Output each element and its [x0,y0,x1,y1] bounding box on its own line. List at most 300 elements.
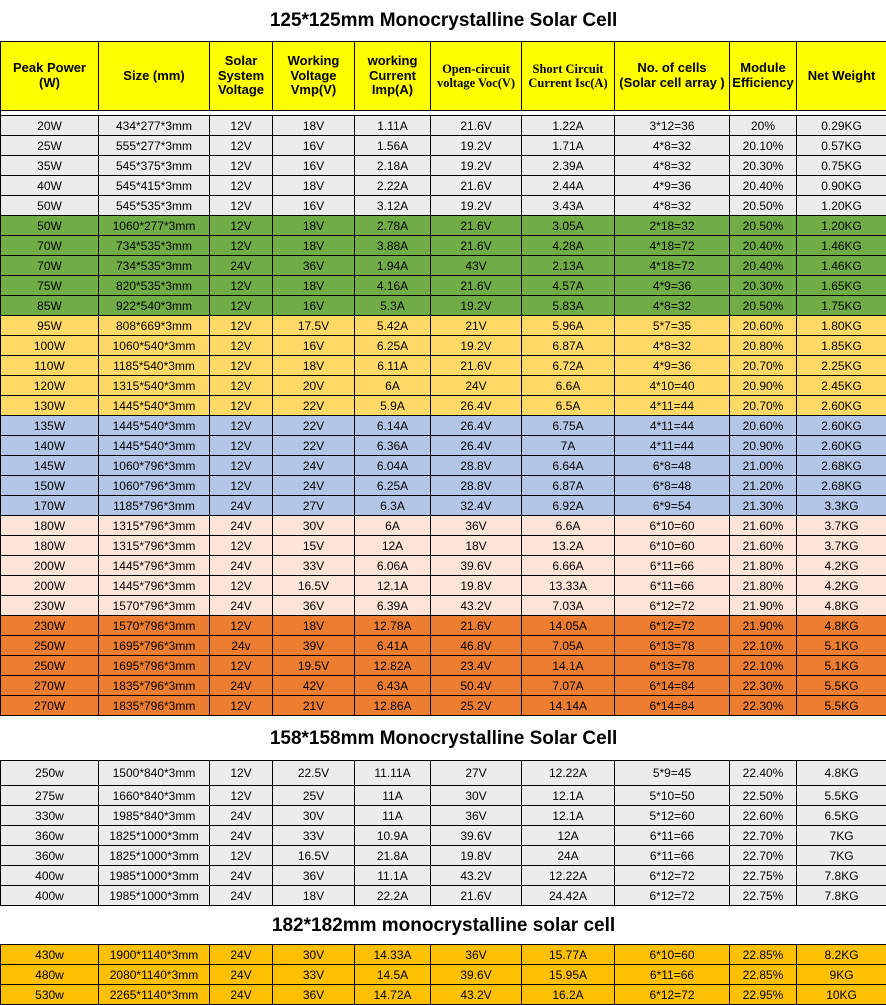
cell-size: 2080*1140*3mm [99,965,210,985]
cell-peak-power: 275w [1,786,99,806]
section-title-158: 158*158mm Monocrystalline Solar Cell [1,716,886,761]
table-row [1,356,886,376]
cell-size: 1060*796*3mm [99,476,210,496]
table-row [1,965,886,985]
cell-short-circuit-current: 13.33A [522,576,615,596]
cell-efficiency: 21.00% [730,456,797,476]
cell-system-voltage: 12V [210,456,273,476]
cell-working-current: 6.14A [355,416,431,436]
cell-open-circuit-voltage: 43.2V [431,985,522,1005]
cell-efficiency: 21.80% [730,576,797,596]
cell-peak-power: 250w [1,761,99,786]
table-row [1,636,886,656]
cell-short-circuit-current: 7A [522,436,615,456]
cell-efficiency: 21.60% [730,536,797,556]
cell-system-voltage: 12V [210,616,273,636]
cell-efficiency: 21.20% [730,476,797,496]
cell-size: 1060*540*3mm [99,336,210,356]
cell-working-current: 6.39A [355,596,431,616]
cell-cells: 4*11=44 [615,436,730,456]
cell-working-voltage: 16.5V [273,846,355,866]
table-row [1,316,886,336]
cell-cells: 4*10=40 [615,376,730,396]
cell-working-current: 2.18A [355,156,431,176]
header-open-circuit-voltage: Open-circuit voltage Voc(V) [431,42,522,111]
cell-cells: 6*13=78 [615,636,730,656]
cell-size: 1185*796*3mm [99,496,210,516]
table-row [1,116,886,136]
cell-net-weight: 10KG [797,985,886,1005]
cell-peak-power: 120W [1,376,99,396]
cell-short-circuit-current: 4.28A [522,236,615,256]
cell-working-current: 11.11A [355,761,431,786]
cell-system-voltage: 12V [210,396,273,416]
cell-peak-power: 35W [1,156,99,176]
cell-system-voltage: 24V [210,676,273,696]
cell-working-voltage: 30V [273,516,355,536]
cell-efficiency: 22.85% [730,945,797,965]
cell-short-circuit-current: 7.03A [522,596,615,616]
cell-working-voltage: 18V [273,216,355,236]
cell-net-weight: 0.29KG [797,116,886,136]
cell-net-weight: 2.60KG [797,396,886,416]
table-row [1,536,886,556]
cell-open-circuit-voltage: 21.6V [431,236,522,256]
cell-short-circuit-current: 12.1A [522,806,615,826]
cell-size: 1695*796*3mm [99,636,210,656]
cell-peak-power: 135W [1,416,99,436]
cell-working-current: 5.3A [355,296,431,316]
cell-net-weight: 2.25KG [797,356,886,376]
cell-peak-power: 40W [1,176,99,196]
cell-system-voltage: 12V [210,316,273,336]
header-working-voltage: Working Voltage Vmp(V) [273,42,355,111]
cell-peak-power: 75W [1,276,99,296]
cell-size: 1445*540*3mm [99,436,210,456]
cell-open-circuit-voltage: 23.4V [431,656,522,676]
cell-system-voltage: 24V [210,866,273,886]
cell-working-current: 11A [355,806,431,826]
cell-peak-power: 250W [1,656,99,676]
cell-short-circuit-current: 2.44A [522,176,615,196]
cell-short-circuit-current: 12A [522,826,615,846]
cell-peak-power: 95W [1,316,99,336]
cell-open-circuit-voltage: 43.2V [431,866,522,886]
table-row [1,156,886,176]
cell-working-current: 6.3A [355,496,431,516]
cell-cells: 6*12=72 [615,596,730,616]
cell-open-circuit-voltage: 21.6V [431,116,522,136]
cell-open-circuit-voltage: 19.8V [431,846,522,866]
cell-short-circuit-current: 15.77A [522,945,615,965]
cell-net-weight: 0.57KG [797,136,886,156]
cell-size: 1500*840*3mm [99,761,210,786]
table-row [1,576,886,596]
cell-working-current: 6.11A [355,356,431,376]
cell-cells: 6*9=54 [615,496,730,516]
cell-efficiency: 22.85% [730,965,797,985]
cell-working-voltage: 16.5V [273,576,355,596]
cell-system-voltage: 24V [210,516,273,536]
cell-system-voltage: 24V [210,945,273,965]
cell-cells: 4*18=72 [615,236,730,256]
cell-net-weight: 5.5KG [797,696,886,716]
cell-open-circuit-voltage: 21.6V [431,216,522,236]
cell-short-circuit-current: 2.39A [522,156,615,176]
cell-peak-power: 330w [1,806,99,826]
cell-efficiency: 20.40% [730,256,797,276]
cell-peak-power: 230W [1,596,99,616]
cell-peak-power: 110W [1,356,99,376]
cell-efficiency: 22.10% [730,636,797,656]
cell-net-weight: 1.20KG [797,196,886,216]
cell-working-voltage: 39V [273,636,355,656]
cell-system-voltage: 24v [210,636,273,656]
cell-working-voltage: 22V [273,436,355,456]
cell-open-circuit-voltage: 19.8V [431,576,522,596]
cell-cells: 6*10=60 [615,536,730,556]
cell-working-voltage: 33V [273,556,355,576]
cell-working-current: 6.25A [355,336,431,356]
cell-short-circuit-current: 12.1A [522,786,615,806]
cell-efficiency: 20.60% [730,316,797,336]
cell-net-weight: 0.90KG [797,176,886,196]
table-row [1,136,886,156]
cell-working-current: 14.5A [355,965,431,985]
cell-open-circuit-voltage: 26.4V [431,396,522,416]
cell-system-voltage: 12V [210,296,273,316]
cell-open-circuit-voltage: 24V [431,376,522,396]
cell-working-voltage: 16V [273,296,355,316]
table-row [1,516,886,536]
cell-open-circuit-voltage: 30V [431,786,522,806]
cell-net-weight: 7KG [797,826,886,846]
cell-working-current: 14.72A [355,985,431,1005]
cell-working-current: 11A [355,786,431,806]
cell-size: 1660*840*3mm [99,786,210,806]
cell-open-circuit-voltage: 19.2V [431,156,522,176]
cell-open-circuit-voltage: 36V [431,806,522,826]
cell-size: 1985*1000*3mm [99,866,210,886]
cell-open-circuit-voltage: 32.4V [431,496,522,516]
cell-peak-power: 230W [1,616,99,636]
table-row [1,886,886,906]
cell-working-current: 3.88A [355,236,431,256]
cell-cells: 5*9=45 [615,761,730,786]
cell-peak-power: 480w [1,965,99,985]
cell-working-voltage: 16V [273,156,355,176]
cell-open-circuit-voltage: 26.4V [431,436,522,456]
cell-size: 1445*540*3mm [99,416,210,436]
cell-size: 1445*796*3mm [99,556,210,576]
cell-efficiency: 22.40% [730,761,797,786]
cell-open-circuit-voltage: 21.6V [431,276,522,296]
cell-efficiency: 22.70% [730,846,797,866]
cell-net-weight: 1.20KG [797,216,886,236]
cell-short-circuit-current: 6.5A [522,396,615,416]
cell-system-voltage: 12V [210,136,273,156]
cell-working-voltage: 19.5V [273,656,355,676]
cell-system-voltage: 12V [210,696,273,716]
cell-cells: 6*11=66 [615,846,730,866]
table-row [1,806,886,826]
cell-working-voltage: 27V [273,496,355,516]
table-row [1,866,886,886]
cell-size: 820*535*3mm [99,276,210,296]
cell-efficiency: 20.50% [730,196,797,216]
cell-working-voltage: 17.5V [273,316,355,336]
cell-short-circuit-current: 6.6A [522,516,615,536]
cell-peak-power: 180W [1,516,99,536]
cell-working-voltage: 36V [273,256,355,276]
cell-size: 1900*1140*3mm [99,945,210,965]
cell-open-circuit-voltage: 19.2V [431,196,522,216]
cell-cells: 4*9=36 [615,176,730,196]
cell-working-voltage: 36V [273,596,355,616]
cell-peak-power: 360w [1,826,99,846]
cell-efficiency: 20.70% [730,396,797,416]
cell-peak-power: 70W [1,236,99,256]
cell-system-voltage: 12V [210,761,273,786]
cell-efficiency: 21.30% [730,496,797,516]
cell-working-current: 6.43A [355,676,431,696]
cell-working-current: 1.11A [355,116,431,136]
cell-net-weight: 1.85KG [797,336,886,356]
cell-system-voltage: 24V [210,826,273,846]
cell-short-circuit-current: 12.22A [522,866,615,886]
table-row [1,945,886,965]
cell-efficiency: 22.30% [730,696,797,716]
cell-net-weight: 2.68KG [797,456,886,476]
cell-open-circuit-voltage: 36V [431,945,522,965]
cell-working-voltage: 16V [273,136,355,156]
cell-efficiency: 20.90% [730,376,797,396]
cell-size: 734*535*3mm [99,256,210,276]
cell-working-voltage: 30V [273,945,355,965]
cell-working-current: 12.78A [355,616,431,636]
cell-cells: 6*12=72 [615,616,730,636]
cell-working-voltage: 42V [273,676,355,696]
cell-efficiency: 21.90% [730,616,797,636]
cell-peak-power: 530w [1,985,99,1005]
cell-net-weight: 7.8KG [797,886,886,906]
cell-working-current: 12A [355,536,431,556]
cell-efficiency: 20.80% [730,336,797,356]
cell-open-circuit-voltage: 18V [431,536,522,556]
cell-system-voltage: 12V [210,476,273,496]
cell-cells: 4*18=72 [615,256,730,276]
cell-size: 1060*277*3mm [99,216,210,236]
cell-short-circuit-current: 24A [522,846,615,866]
cell-open-circuit-voltage: 50.4V [431,676,522,696]
cell-cells: 3*12=36 [615,116,730,136]
cell-peak-power: 200W [1,556,99,576]
table-row [1,176,886,196]
cell-net-weight: 7KG [797,846,886,866]
cell-working-current: 5.42A [355,316,431,336]
cell-peak-power: 85W [1,296,99,316]
cell-cells: 5*7=35 [615,316,730,336]
cell-open-circuit-voltage: 28.8V [431,476,522,496]
cell-cells: 6*11=66 [615,826,730,846]
cell-working-voltage: 25V [273,786,355,806]
cell-peak-power: 145W [1,456,99,476]
cell-size: 1570*796*3mm [99,596,210,616]
cell-cells: 4*11=44 [615,396,730,416]
cell-working-current: 12.86A [355,696,431,716]
cell-working-voltage: 18V [273,236,355,256]
cell-size: 808*669*3mm [99,316,210,336]
cell-size: 1315*796*3mm [99,536,210,556]
cell-short-circuit-current: 6.75A [522,416,615,436]
cell-size: 1985*1000*3mm [99,886,210,906]
table-row [1,336,886,356]
table-row [1,696,886,716]
cell-short-circuit-current: 6.64A [522,456,615,476]
cell-system-voltage: 12V [210,156,273,176]
cell-working-current: 6A [355,376,431,396]
cell-working-current: 22.2A [355,886,431,906]
cell-system-voltage: 12V [210,576,273,596]
table-row [1,396,886,416]
cell-efficiency: 20.60% [730,416,797,436]
cell-working-current: 1.94A [355,256,431,276]
cell-net-weight: 7.8KG [797,866,886,886]
cell-efficiency: 22.30% [730,676,797,696]
cell-short-circuit-current: 6.92A [522,496,615,516]
section-title-182: 182*182mm monocrystalline solar cell [1,906,886,945]
section-title-row [1,716,886,761]
cell-system-voltage: 12V [210,356,273,376]
cell-working-current: 6.36A [355,436,431,456]
table-row [1,616,886,636]
cell-system-voltage: 12V [210,436,273,456]
cell-open-circuit-voltage: 46.8V [431,636,522,656]
cell-working-current: 10.9A [355,826,431,846]
header-system-voltage: Solar System Voltage [210,42,273,111]
cell-net-weight: 1.75KG [797,296,886,316]
cell-cells: 6*12=72 [615,866,730,886]
cell-peak-power: 140W [1,436,99,456]
cell-open-circuit-voltage: 19.2V [431,136,522,156]
cell-peak-power: 430w [1,945,99,965]
cell-short-circuit-current: 5.83A [522,296,615,316]
cell-peak-power: 130W [1,396,99,416]
cell-efficiency: 22.95% [730,985,797,1005]
cell-system-voltage: 24V [210,596,273,616]
cell-working-voltage: 20V [273,376,355,396]
cell-cells: 6*8=48 [615,476,730,496]
cell-size: 1185*540*3mm [99,356,210,376]
cell-cells: 4*9=36 [615,356,730,376]
cell-short-circuit-current: 7.05A [522,636,615,656]
header-module-efficiency: Module Efficiency [730,42,797,111]
cell-short-circuit-current: 12.22A [522,761,615,786]
cell-size: 1835*796*3mm [99,676,210,696]
cell-working-current: 21.8A [355,846,431,866]
cell-size: 1060*796*3mm [99,456,210,476]
table-row [1,846,886,866]
cell-open-circuit-voltage: 21.6V [431,176,522,196]
cell-open-circuit-voltage: 26.4V [431,416,522,436]
cell-peak-power: 360w [1,846,99,866]
cell-size: 545*535*3mm [99,196,210,216]
cell-short-circuit-current: 14.1A [522,656,615,676]
cell-cells: 4*8=32 [615,196,730,216]
cell-size: 1695*796*3mm [99,656,210,676]
cell-efficiency: 20.70% [730,356,797,376]
cell-working-voltage: 22V [273,416,355,436]
cell-net-weight: 4.8KG [797,596,886,616]
table-row [1,416,886,436]
cell-size: 1825*1000*3mm [99,826,210,846]
table-row [1,296,886,316]
cell-short-circuit-current: 6.87A [522,336,615,356]
cell-system-voltage: 12V [210,196,273,216]
cell-working-voltage: 22V [273,396,355,416]
cell-net-weight: 1.46KG [797,236,886,256]
cell-net-weight: 5.5KG [797,786,886,806]
cell-open-circuit-voltage: 21.6V [431,356,522,376]
cell-net-weight: 5.1KG [797,656,886,676]
table-row [1,556,886,576]
cell-working-voltage: 33V [273,826,355,846]
cell-open-circuit-voltage: 19.2V [431,336,522,356]
cell-working-voltage: 36V [273,985,355,1005]
cell-short-circuit-current: 1.22A [522,116,615,136]
cell-working-voltage: 18V [273,616,355,636]
cell-peak-power: 250W [1,636,99,656]
cell-net-weight: 3.3KG [797,496,886,516]
cell-cells: 6*10=60 [615,945,730,965]
cell-cells: 6*10=60 [615,516,730,536]
cell-short-circuit-current: 15.95A [522,965,615,985]
cell-peak-power: 20W [1,116,99,136]
table-row [1,596,886,616]
table-row [1,496,886,516]
cell-net-weight: 4.2KG [797,576,886,596]
table-row [1,985,886,1005]
cell-efficiency: 22.10% [730,656,797,676]
cell-cells: 4*11=44 [615,416,730,436]
cell-system-voltage: 24V [210,965,273,985]
header-peak-power: Peak Power (W) [1,42,99,111]
cell-efficiency: 20.30% [730,276,797,296]
cell-working-voltage: 18V [273,276,355,296]
cell-system-voltage: 12V [210,216,273,236]
cell-working-voltage: 18V [273,116,355,136]
table-row [1,786,886,806]
cell-working-current: 2.78A [355,216,431,236]
header-size: Size (mm) [99,42,210,111]
cell-system-voltage: 12V [210,416,273,436]
cell-short-circuit-current: 6.72A [522,356,615,376]
cell-efficiency: 22.60% [730,806,797,826]
cell-peak-power: 180W [1,536,99,556]
cell-short-circuit-current: 16.2A [522,985,615,1005]
table-row [1,826,886,846]
cell-cells: 6*11=66 [615,556,730,576]
cell-short-circuit-current: 6.66A [522,556,615,576]
cell-cells: 4*8=32 [615,136,730,156]
cell-size: 555*277*3mm [99,136,210,156]
cell-working-current: 12.1A [355,576,431,596]
table-row [1,376,886,396]
table-row [1,456,886,476]
cell-working-current: 5.9A [355,396,431,416]
cell-cells: 6*12=72 [615,985,730,1005]
section-title-125: 125*125mm Monocrystalline Solar Cell [1,0,886,42]
